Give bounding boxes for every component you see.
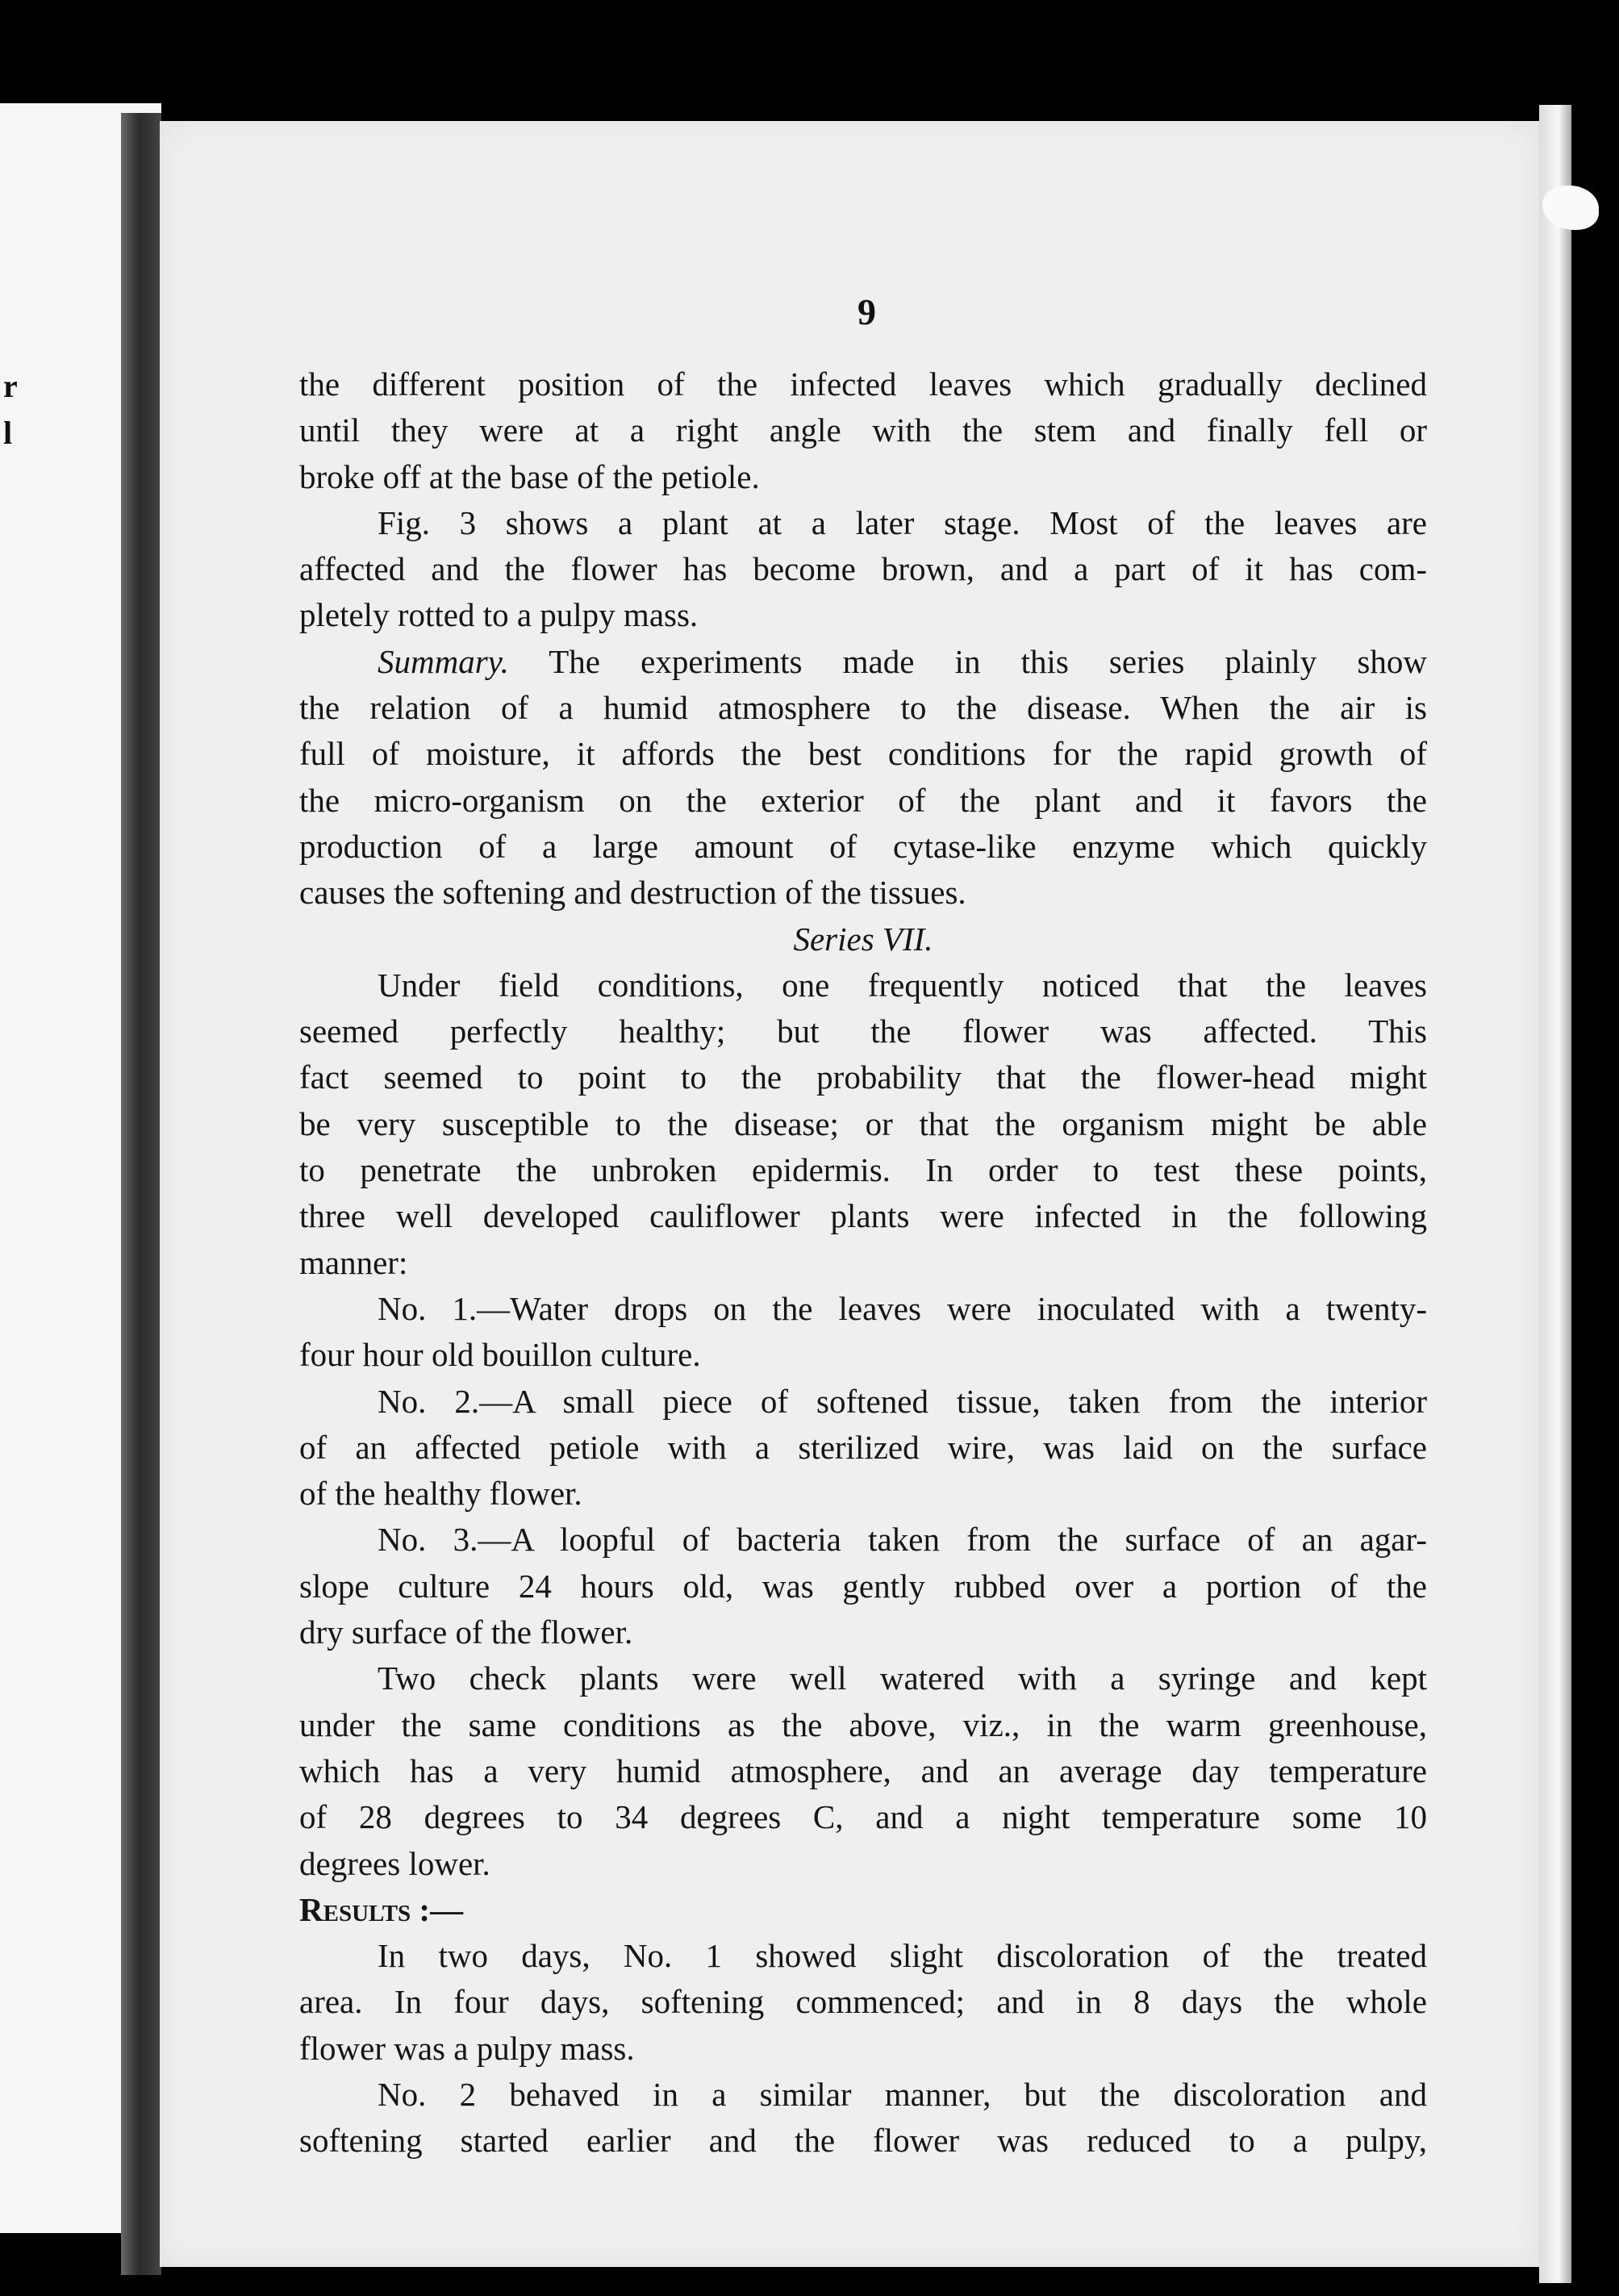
text-line bbox=[299, 1193, 1427, 1239]
text-line-content: manner: bbox=[299, 1243, 408, 1281]
text-line-content: Series VII. bbox=[793, 920, 933, 958]
text-line bbox=[299, 1517, 1427, 1563]
text-line bbox=[299, 1748, 1427, 1794]
text-line bbox=[299, 685, 1427, 731]
text-line-content: which has a very humid atmosphere, and an average day temperature bbox=[299, 1751, 1427, 1789]
text-line-content: be very susceptible to the disease; or that the organism might be able bbox=[299, 1104, 1427, 1142]
text-line-content: the relation of a humid atmosphere to the disease. When the air is bbox=[299, 689, 1427, 727]
text-line-content: The experiments made in this series plainly show bbox=[508, 642, 1427, 680]
text-line-content: to penetrate the unbroken epidermis. In order to test these points, bbox=[299, 1151, 1427, 1189]
text-line-content: causes the softening and destruction of the tissues. bbox=[299, 874, 966, 912]
text-line-content: dry surface of the flower. bbox=[299, 1613, 633, 1651]
text-line bbox=[299, 454, 1427, 500]
text-line bbox=[299, 1794, 1427, 1840]
text-line bbox=[299, 1332, 1427, 1378]
text-line-content: No. 3.—A loopful of bacteria taken from the surface of an agar- bbox=[378, 1521, 1427, 1559]
text-line bbox=[299, 592, 1427, 638]
text-line-content: slope culture 24 hours old, was gently rubbed over a portion of the bbox=[299, 1567, 1427, 1605]
text-line-content: three well developed cauliflower plants were infected in the following bbox=[299, 1197, 1427, 1235]
text-line bbox=[299, 1240, 1427, 1286]
text-line-content: Under field conditions, one frequently noticed that the leaves bbox=[378, 966, 1427, 1004]
book-gutter bbox=[121, 113, 161, 2275]
text-line-content: of an affected petiole with a sterilized wire, was laid on the surface bbox=[299, 1428, 1427, 1466]
text-line-content: No. 2.—A small piece of softened tissue, taken from the interior bbox=[378, 1382, 1427, 1420]
text-line bbox=[299, 1147, 1427, 1193]
text-line bbox=[299, 1425, 1427, 1471]
text-line-content: No. 1.—Water drops on the leaves were inoculated with a twenty- bbox=[378, 1289, 1427, 1327]
text-line-content: under the same conditions as the above, viz., in the warm greenhouse, bbox=[299, 1705, 1427, 1743]
text-line-content: area. In four days, softening commenced; and in 8 days the whole bbox=[299, 1983, 1427, 2021]
text-line bbox=[299, 500, 1427, 546]
page-body-text bbox=[299, 361, 1427, 2165]
text-line bbox=[299, 1054, 1427, 1100]
text-line bbox=[299, 870, 1427, 916]
text-line bbox=[299, 1008, 1427, 1054]
text-line-content: seemed perfectly healthy; but the flower was affected. This bbox=[299, 1012, 1427, 1050]
text-line bbox=[299, 1471, 1427, 1517]
text-line bbox=[299, 1841, 1427, 1887]
text-line bbox=[299, 962, 1427, 1008]
text-line bbox=[299, 1655, 1427, 1701]
text-line bbox=[299, 2026, 1427, 2072]
text-line bbox=[299, 1563, 1427, 1609]
text-line-content: No. 2 behaved in a similar manner, but the discoloration and bbox=[378, 2075, 1427, 2113]
text-line-content: Two check plants were well watered with a syringe and kept bbox=[378, 1659, 1427, 1697]
text-line-content: full of moisture, it affords the best conditions for the rapid growth of bbox=[299, 735, 1427, 773]
text-line-content: until they were at a right angle with the stem and finally fell or bbox=[299, 411, 1427, 449]
text-line-content: the micro-organism on the exterior of the plant and it favors the bbox=[299, 781, 1427, 819]
margin-mark: l bbox=[3, 415, 13, 451]
text-line-content: pletely rotted to a pulpy mass. bbox=[299, 596, 699, 634]
text-line-content: Results :— bbox=[299, 1890, 464, 1928]
text-line bbox=[299, 1702, 1427, 1748]
page-right-edge bbox=[1539, 105, 1571, 2283]
text-line bbox=[299, 1887, 1427, 1933]
text-line-content: the different position of the infected leaves which gradually declined bbox=[299, 365, 1427, 403]
text-line-content: broke off at the base of the petiole. bbox=[299, 457, 760, 495]
text-line-content: of the healthy flower. bbox=[299, 1475, 582, 1513]
text-line-content: degrees lower. bbox=[299, 1844, 490, 1882]
text-line bbox=[299, 824, 1427, 870]
text-line bbox=[299, 1286, 1427, 1332]
text-line bbox=[299, 916, 1427, 962]
text-line bbox=[299, 731, 1427, 777]
margin-mark: r bbox=[3, 368, 18, 404]
text-line-content: softening started earlier and the flower was reduced to a pulpy, bbox=[299, 2122, 1427, 2160]
text-line bbox=[299, 778, 1427, 824]
text-line bbox=[299, 1101, 1427, 1147]
text-line bbox=[299, 407, 1427, 453]
text-line-content: affected and the flower has become brown, and a part of it has com- bbox=[299, 550, 1427, 588]
text-line bbox=[299, 1933, 1427, 1979]
text-line bbox=[299, 1979, 1427, 2025]
text-line bbox=[299, 639, 1427, 685]
text-line-content: In two days, No. 1 showed slight discoloration of the treated bbox=[378, 1937, 1427, 1975]
text-line-content: production of a large amount of cytase-like enzyme which quickly bbox=[299, 827, 1427, 865]
text-line-content: four hour old bouillon culture. bbox=[299, 1336, 701, 1374]
text-line-content: flower was a pulpy mass. bbox=[299, 2029, 635, 2067]
text-line-content: of 28 degrees to 34 degrees C, and a night temperature some 10 bbox=[299, 1798, 1427, 1836]
text-line bbox=[299, 1379, 1427, 1425]
text-line bbox=[299, 2072, 1427, 2118]
text-line-content: fact seemed to point to the probability that the flower-head might bbox=[299, 1058, 1427, 1096]
text-line bbox=[299, 1609, 1427, 1655]
run-in-heading: Summary. bbox=[378, 642, 509, 680]
text-line-content: Fig. 3 shows a plant at a later stage. Most of the leaves are bbox=[378, 503, 1427, 541]
text-line bbox=[299, 2118, 1427, 2164]
left-page-margin-marks bbox=[3, 363, 19, 686]
page-number: 9 bbox=[857, 291, 876, 332]
text-line bbox=[299, 361, 1427, 407]
text-line bbox=[299, 546, 1427, 592]
